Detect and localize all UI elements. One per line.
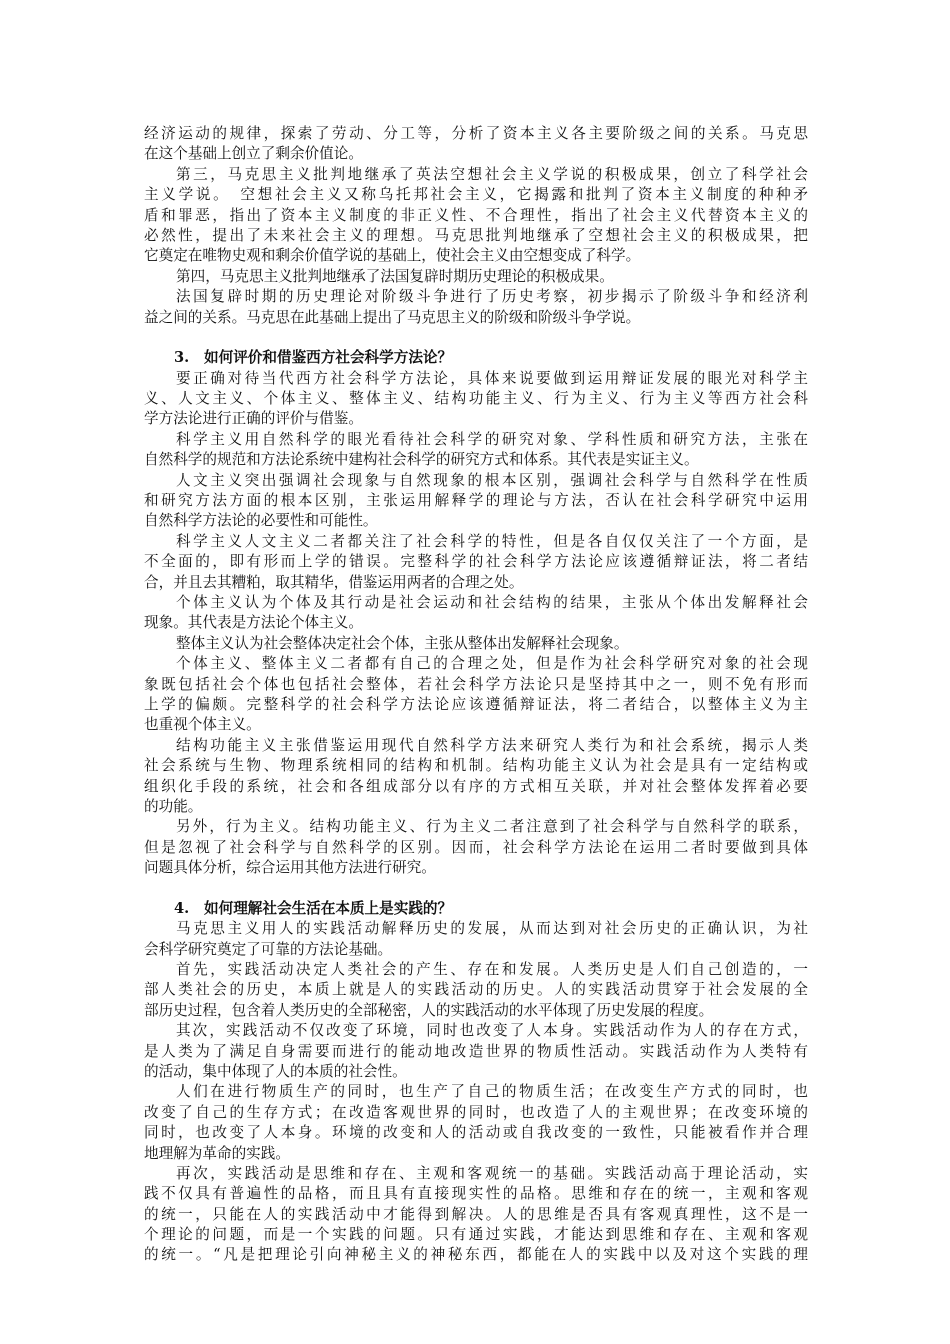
- text-line: 人文主义突出强调社会现象与自然现象的根本区别，强调社会科学与自然科学在性质: [176, 471, 808, 489]
- text-line: 部人类社会的历史，本质上就是人的实践活动的历史。人的实践活动贯穿于社会发展的全: [144, 981, 808, 999]
- text-line: 组织化手段的系统，社会和各组成部分以有序的方式相互关联，并对社会整体发挥着必要: [144, 777, 808, 795]
- text-line: 上学的偏颇。完整科学的社会科学方法论应该遵循辩证法，将二者结合，以整体主义为主: [144, 695, 808, 713]
- text-line: 和研究方法方面的根本区别，主张运用解释学的理论与方法，否认在社会科学研究中运用: [144, 492, 808, 510]
- text-line: 要正确对待当代西方社会科学方法论，具体来说要做到运用辩证发展的眼光对科学主: [176, 369, 808, 387]
- text-line: 盾和罪恶，指出了资本主义制度的非正义性、不合理性，指出了社会主义代替资本主义的: [144, 206, 808, 224]
- section-number: 4.: [174, 899, 190, 917]
- section-title: 如何理解社会生活在本质上是实践的？: [204, 899, 453, 917]
- text-line: 义、人文主义、个体主义、整体主义、结构功能主义、行为主义、行为主义等西方社会科: [144, 390, 808, 408]
- text-line: 自然科学方法论的必要性和可能性。: [144, 512, 378, 530]
- text-line: 必然性，提出了未来社会主义的理想。马克思批判地继承了空想社会主义的积极成果，把: [144, 226, 808, 244]
- section-number: 3.: [174, 349, 190, 367]
- document-page: [144, 124, 808, 1266]
- text-line: 科学主义用自然科学的眼光看待社会科学的研究对象、学科性质和研究方法，主张在: [176, 430, 808, 448]
- text-line: 第三，马克思主义批判地继承了英法空想社会主义学说的积极成果，创立了科学社会: [176, 165, 808, 183]
- text-line: 益之间的关系。马克思在此基础上提出了马克思主义的阶级和阶级斗争学说。: [144, 308, 641, 326]
- text-line: 首先，实践活动决定人类社会的产生、存在和发展。人类历史是人们自己创造的，一: [176, 961, 808, 979]
- text-line: 个理论的问题，而是一个实践的问题。只有通过实践，才能达到思维和存在、主观和客观: [144, 1226, 808, 1244]
- text-line: 它奠定在唯物史观和剩余价值学说的基础上，使社会主义由空想变成了科学。: [144, 247, 641, 265]
- text-line: 地理解为革命的实践。: [144, 1144, 290, 1162]
- text-line: 个体主义认为个体及其行动是社会运动和社会结构的结果，主张从个体出发解释社会: [176, 593, 808, 611]
- section-heading: [144, 899, 808, 919]
- text-line: 现象。其代表是方法论个体主义。: [144, 614, 363, 632]
- text-line: 部历史过程，包含着人类历史的全部秘密，人的实践活动的水平体现了历史发展的程度。: [144, 1001, 714, 1019]
- text-line: 整体主义认为社会整体决定社会个体，主张从整体出发解释社会现象。: [176, 634, 629, 652]
- text-line: 不全面的，即有形而上学的错误。完整科学的社会科学方法论应该遵循辩证法，将二者结: [144, 553, 808, 571]
- text-line: 其次，实践活动不仅改变了环境，同时也改变了人本身。实践活动作为人的存在方式，: [176, 1022, 808, 1040]
- text-line: 再次，实践活动是思维和存在、主观和客观统一的基础。实践活动高于理论活动，实: [176, 1164, 808, 1182]
- text-line: 是人类为了满足自身需要而进行的能动地改造世界的物质性活动。实践活动作为人类特有: [144, 1042, 808, 1060]
- text-line: 的功能。: [144, 797, 203, 815]
- text-line: 主义学说。 空想社会主义又称乌托邦社会主义，它揭露和批判了资本主义制度的种种矛: [144, 186, 808, 204]
- text-line: 改变了自己的生存方式；在改造客观世界的同时，也改造了人的主观世界；在改变环境的: [144, 1103, 808, 1121]
- text-line: 结构功能主义主张借鉴运用现代自然科学方法来研究人类行为和社会系统，揭示人类: [176, 736, 808, 754]
- text-line: 但是忽视了社会科学与自然科学的区别。因而，社会科学方法论在运用二者时要做到具体: [144, 838, 808, 856]
- text-line: 另外，行为主义。结构功能主义、行为主义二者注意到了社会科学与自然科学的联系，: [176, 818, 808, 836]
- text-line: 学方法论进行正确的评价与借鉴。: [144, 410, 363, 428]
- text-line: 象既包括社会个体也包括社会整体，若社会科学方法论只是坚持其中之一，则不免有形而: [144, 675, 808, 693]
- text-line: 科学主义人文主义二者都关注了社会科学的特性，但是各自仅仅关注了一个方面，是: [176, 532, 808, 550]
- text-line: 在这个基础上创立了剩余价值论。: [144, 145, 363, 163]
- text-line: 的统一，只能在人的实践活动中才能得到解决。人的思维是否具有客观真理性，这不是一: [144, 1205, 808, 1223]
- section-title: 如何评价和借鉴西方社会科学方法论？: [204, 349, 453, 367]
- text-line: 会科学研究奠定了可靠的方法论基础。: [144, 940, 393, 958]
- text-line: 的活动，集中体现了人的本质的社会性。: [144, 1062, 407, 1080]
- text-line: 的统一。“凡是把理论引向神秘主义的神秘东西，都能在人的实践中以及对这个实践的理: [144, 1246, 808, 1264]
- text-line: 践不仅具有普遍性的品格，而且具有直接现实性的品格。思维和存在的统一，主观和客观: [144, 1185, 808, 1203]
- text-line: 经济运动的规律，探索了劳动、分工等，分析了资本主义各主要阶级之间的关系。马克思: [144, 125, 808, 142]
- text-line: 合，并且去其糟粕，取其精华，借鉴运用两者的合理之处。: [144, 573, 524, 591]
- text-line: 也重视个体主义。: [144, 716, 261, 734]
- text-line: 社会系统与生物、物理系统相同的结构和机制。结构功能主义认为社会是具有一定结构或: [144, 757, 808, 775]
- text-line: 第四，马克思主义批判地继承了法国复辟时期历史理论的积极成果。: [176, 267, 614, 285]
- text-line: 同时，也改变了人本身。环境的改变和人的活动或自我改变的一致性，只能被看作并合理: [144, 1124, 808, 1142]
- text-line: 个体主义、整体主义二者都有自己的合理之处，但是作为社会科学研究对象的社会现: [176, 655, 808, 673]
- text-line: 马克思主义用人的实践活动解释历史的发展，从而达到对社会历史的正确认识，为社: [176, 920, 808, 938]
- text-line: 自然科学的规范和方法论系统中建构社会科学的研究方式和体系。其代表是实证主义。: [144, 451, 699, 469]
- text-line: 问题具体分析，综合运用其他方法进行研究。: [144, 859, 436, 877]
- section-heading: [144, 348, 808, 368]
- text-line: 人们在进行物质生产的同时，也生产了自己的物质生活；在改变生产方式的同时，也: [176, 1083, 808, 1101]
- text-line: 法国复辟时期的历史理论对阶级斗争进行了历史考察，初步揭示了阶级斗争和经济利: [176, 288, 808, 306]
